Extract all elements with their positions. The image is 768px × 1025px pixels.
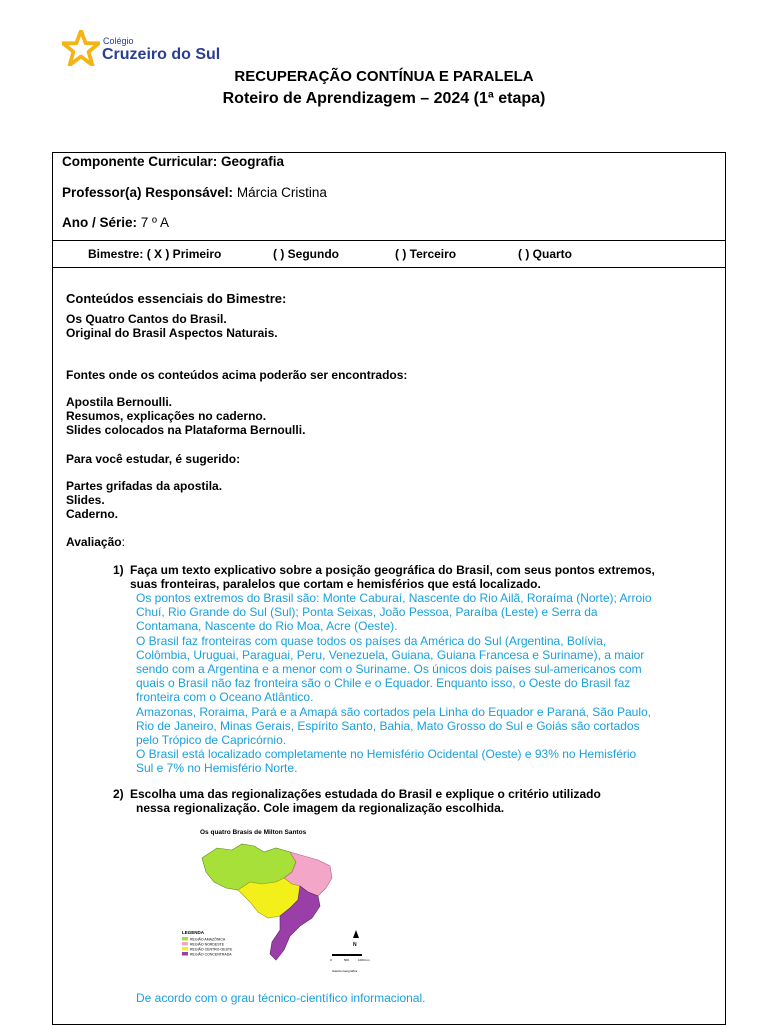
q2-number: 2) (113, 787, 124, 801)
avaliacao-colon: : (121, 535, 125, 549)
estudar-item: Slides. (66, 493, 105, 507)
fonte-item: Resumos, explicações no caderno. (66, 409, 267, 423)
scale-label: 0 (330, 958, 332, 962)
conteudo-item: Original do Brasil Aspectos Naturais. (66, 326, 278, 340)
answer-line: O Brasil está localizado completamente no Hemisfério Ocidental (Oeste) e 93% no Hemisfério (136, 747, 637, 762)
conteudos-heading: Conteúdos essenciais do Bimestre: (66, 291, 287, 306)
legend-swatch (182, 952, 188, 956)
professor-row (62, 185, 327, 200)
legend-label: REGIÃO CENTRO-OESTE (190, 947, 233, 952)
school-logo (62, 30, 222, 70)
fonte-item: Slides colocados na Plataforma Bernoulli. (66, 423, 306, 437)
legend-title: LEGENDA (182, 930, 205, 935)
map-title: Os quatro Brasis de Milton Santos (200, 829, 307, 836)
conteudo-item: Os Quatro Cantos do Brasil. (66, 312, 227, 326)
scale-label: 1000 km (358, 958, 370, 962)
professor-label: Professor(a) Responsável: (62, 185, 234, 200)
bimestre-row (88, 247, 688, 263)
q1-line: Faça um texto explicativo sobre a posição geográfica do Brasil, com seus pontos extremos, (130, 563, 655, 577)
divider (53, 267, 725, 268)
bimestre-quarto: ( ) Quarto (518, 247, 572, 261)
estudar-item: Partes grifadas da apostila. (66, 479, 223, 493)
divider (53, 240, 725, 241)
legend-swatch (182, 937, 188, 941)
answer-line: Os pontos extremos do Brasil são: Monte Caburaí, Nascente do Rio Ailã, Roraíma (Norte); Arroio (136, 591, 652, 605)
answer-line: pelo Trópico de Capricórnio. (136, 733, 287, 748)
estudar-heading: Para você estudar, é sugerido: (66, 452, 241, 466)
north-label: N (353, 942, 357, 948)
legend-label: REGIÃO NORDESTE (190, 942, 225, 947)
title-line1: RECUPERAÇÃO CONTÍNUA E PARALELA (234, 68, 534, 85)
answer-line: sendo com a Argentina e a menor com o Suriname. Os únicos dois países sul-americanos com (136, 662, 642, 677)
answer-line: Sul e 7% no Hemisfério Norte. (136, 761, 298, 776)
q1-line: suas fronteiras, paralelos que cortam e hemisférios que está localizado. (130, 577, 541, 591)
professor-value: Márcia Cristina (236, 185, 327, 200)
legend-swatch (182, 947, 188, 951)
answer-line: Colômbia, Uruguai, Paraguai, Peru, Venezuela, Guiana, Guiana Francesa e Suriname), a maior (136, 647, 645, 662)
scale-label: 500 (344, 958, 350, 962)
fonte-item: Apostila Bernoulli. (66, 395, 173, 409)
q2-line: Escolha uma das regionalizações estudada do Brasil e explique o critério utilizado (130, 787, 601, 801)
q1-number: 1) (113, 563, 124, 577)
fontes-list (66, 395, 305, 437)
answer-line: quais o Brasil não faz fronteira são o Chile e o Equador. Enquanto isso, o Oeste do Brasil faz (136, 676, 631, 691)
componente-curricular: Componente Curricular: Geografia (62, 154, 285, 169)
bimestre-segundo: ( ) Segundo (273, 247, 339, 261)
legend-label: REGIÃO AMAZÔNICA (190, 937, 226, 942)
q2-question (130, 787, 601, 815)
estudar-list (66, 479, 222, 521)
scale-bar (332, 954, 362, 956)
answer-line: Rio de Janeiro, Minas Gerais, Espírito Santo, Bahia, Mato Grosso do Sul e Goiás são cortados (136, 718, 640, 733)
q1-question (130, 563, 655, 591)
conteudos-list (66, 312, 278, 340)
map-credit: Gazeta Geográfica (332, 969, 358, 973)
fontes-heading: Fontes onde os conteúdos acima poderão ser encontrados: (66, 368, 408, 382)
q2-answer: De acordo com o grau técnico-científico informacional. (136, 991, 426, 1005)
ano-row (62, 215, 169, 230)
bimestre-terceiro: ( ) Terceiro (395, 247, 457, 261)
answer-line: Chuí, Rio Grande do Sul (Sul); Ponta Seixas, João Pessoa, Paraíba (Leste) e Serra da (136, 605, 598, 620)
avaliacao-heading (66, 535, 125, 549)
q1-answer (136, 591, 652, 776)
legend-label: REGIÃO CONCENTRADA (190, 952, 232, 957)
q2-line: nessa regionalização. Cole imagem da regionalização escolhida. (136, 801, 505, 815)
star-icon (62, 30, 100, 66)
avaliacao-label: Avaliação (66, 535, 122, 549)
brazil-regions-map (172, 826, 412, 978)
ano-label: Ano / Série: (62, 215, 138, 230)
answer-line: Contamana, Nascente do Rio Moa, Acre (Oeste). (136, 619, 398, 634)
logo-name: Cruzeiro do Sul (102, 46, 221, 63)
logo-small-text: Colégio (103, 36, 134, 46)
bimestre-primeiro: Bimestre: ( X ) Primeiro (88, 247, 222, 261)
ano-value: 7 º A (140, 215, 169, 230)
title-line2: Roteiro de Aprendizagem – 2024 (1ª etapa) (222, 90, 546, 107)
estudar-item: Caderno. (66, 507, 119, 521)
answer-line: O Brasil faz fronteiras com quase todos os países da América do Sul (Argentina, Bolívia, (136, 633, 607, 648)
legend-swatch (182, 942, 188, 946)
answer-line: Amazonas, Roraima, Pará e a Amapá são cortados pela Linha do Equador e Paraná, São Paulo, (136, 704, 651, 719)
answer-line: fronteira com o Oceano Atlântico. (136, 690, 314, 705)
north-arrow-icon (353, 930, 359, 938)
